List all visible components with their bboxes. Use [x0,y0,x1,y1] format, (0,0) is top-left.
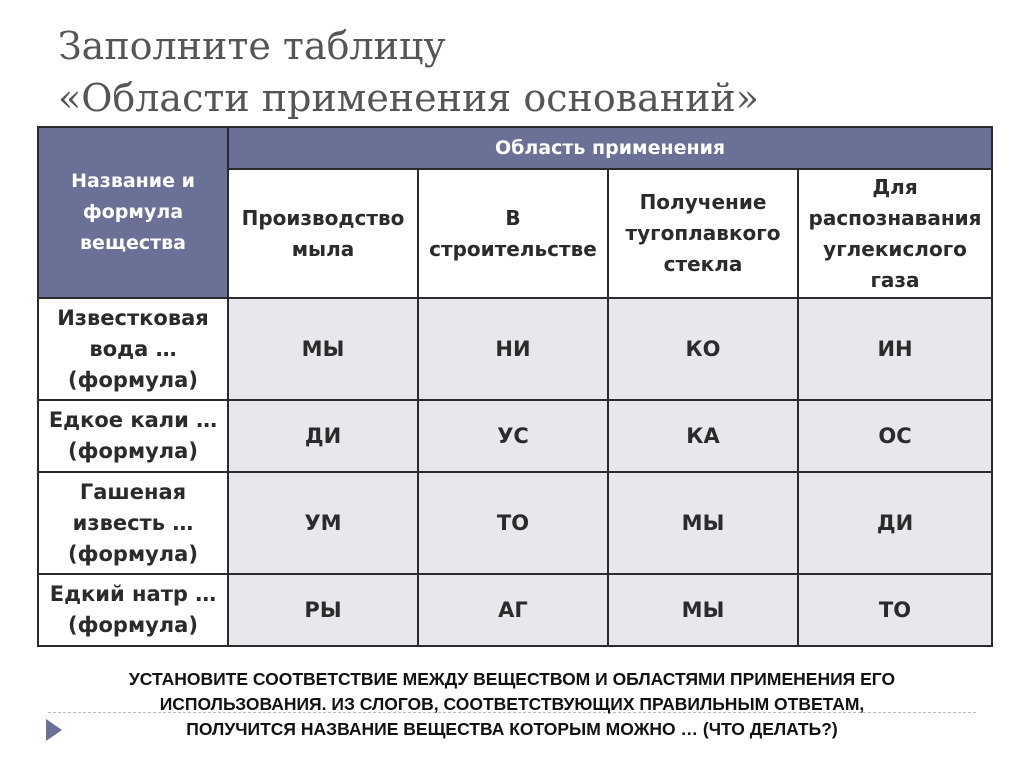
table-header-row [38,127,992,169]
row-header-substance: Едкий натр … (формула) [38,574,228,646]
substance-column-header: Название и формула вещества [38,127,228,298]
slide-title-line-1: Заполните таблицу [58,24,446,68]
column-header-construction: В строительстве [418,169,608,298]
instruction-line-2: ИСПОЛЬЗОВАНИЯ. ИЗ СЛОГОВ, СООТВЕТСТВУЮЩИХ ПРАВИЛЬНЫМ ОТВЕТАМ, [159,694,865,714]
task-instruction [40,667,984,742]
syllable-cell[interactable]: КА [608,400,798,472]
syllable-cell[interactable]: ТО [798,574,992,646]
syllable-cell[interactable]: ДИ [798,472,992,574]
application-area-header: Область применения [228,127,992,169]
syllable-cell[interactable]: ИН [798,298,992,400]
syllable-cell[interactable]: АГ [418,574,608,646]
table-row [38,574,992,646]
syllable-cell[interactable]: ОС [798,400,992,472]
syllable-cell[interactable]: НИ [418,298,608,400]
syllable-cell[interactable]: ТО [418,472,608,574]
syllable-cell[interactable]: МЫ [608,472,798,574]
row-header-substance: Гашеная известь … (формула) [38,472,228,574]
syllable-cell[interactable]: УМ [228,472,418,574]
table-row [38,298,992,400]
row-header-substance: Известковая вода … (формула) [38,298,228,400]
row-header-substance: Едкое кали … (формула) [38,400,228,472]
column-header-co2-detection: Для распознавания углекислого газа [798,169,992,298]
column-header-soap: Производство мыла [228,169,418,298]
table-row [38,400,992,472]
syllable-cell[interactable]: УС [418,400,608,472]
instruction-line-1: УСТАНОВИТЕ СООТВЕТСТВИЕ МЕЖДУ ВЕЩЕСТВОМ И ОБЛАСТЯМИ ПРИМЕНЕНИЯ ЕГО [128,669,896,689]
syllable-cell[interactable]: КО [608,298,798,400]
syllable-cell[interactable]: МЫ [228,298,418,400]
syllable-cell[interactable]: ДИ [228,400,418,472]
instruction-line-3: ПОЛУЧИТСЯ НАЗВАНИЕ ВЕЩЕСТВА КОТОРЫМ МОЖНО … (ЧТО ДЕЛАТЬ?) [186,719,838,739]
syllable-cell[interactable]: РЫ [228,574,418,646]
slide-title-line-2: «Области применения оснований» [58,76,759,120]
syllable-cell[interactable]: МЫ [608,574,798,646]
column-header-glass: Получение тугоплавкого стекла [608,169,798,298]
applications-table [37,126,993,647]
table-row [38,472,992,574]
slide-title [58,20,759,124]
